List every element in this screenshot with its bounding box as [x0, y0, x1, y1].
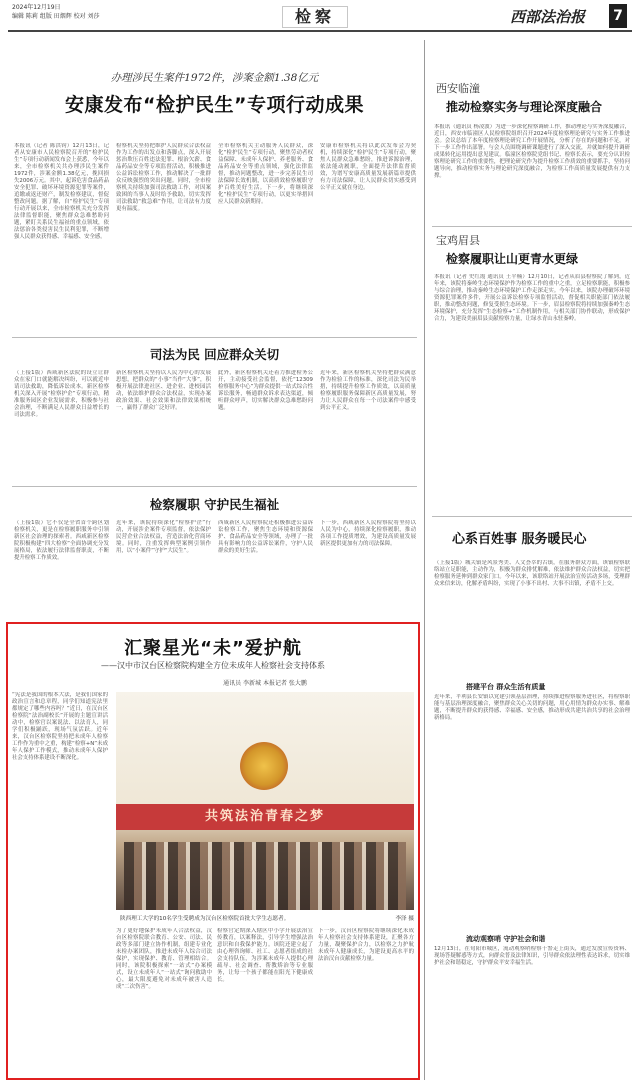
feature-subtitle: ——汉中市汉台区检察院构建全方位未成年人检察社会支持体系 [101, 661, 325, 670]
feature-col2: 为了更好地保护未成年人合法权益，汉台区检察院联合教育、公安、司法、民政等多部门建立协作机制，组建专业化未检办案团队，推进未成年人综合司法保护，实现保护、教育、管理相结合。同时，该院积极探索“一站式”办案模式，设立未成年人“一站式”询问救助中心，最大限度避免对未成年被害人造成“二次伤害”。 [116, 928, 212, 990]
article1-title: 安康发布“检护民生”专项行动成果 [65, 94, 364, 116]
article1-rule [12, 337, 417, 338]
article1-col1: 本报讯（记者 陈洪钧）12月13日，记者从安康市人民检察院召开的“检护民生”专项行动新闻发布会上获悉，今年以来，全市检察机关共办理涉民生案件1972件，涉案金额1.38亿元，挽回损失2006万元。其中，起诉危害食品药品安全犯罪、破坏环境资源犯罪等案件，追缴或返还财产，制发检察建议，督促整改问题。据了解，自“检护民生”专项行动开展以来，全市检察机关充分发挥法律监督职能，聚焦群众急难愁盼问题，紧盯关系民生福祉的重点领域，依法惩治各类侵害民生民利犯罪，不断增强人民群众获得感、幸福感、安全感。 [14, 143, 109, 240]
sidebar3-subhead1: 搭建平台 群众生活有质量 [466, 683, 546, 691]
masthead-rule [8, 30, 632, 32]
photo-banner: 共筑法治青春之梦 [116, 804, 414, 830]
court-emblem-icon [240, 742, 288, 790]
column-divider [424, 40, 425, 1080]
feature-byline: 通讯员 李新城 本报记者 张大鹏 [223, 680, 307, 687]
article2-title: 司法为民 回应群众关切 [149, 347, 280, 362]
article3-col1: （上接1版）它不仅是全省首个跨区划检察机关，更是在检察履职服务中引领新区社会治理的探索者。西咸新区检察院积极构建“四大检察”全面协调充分发展格局，依法履行法律监督职责，不断提升检察工作质效。 [14, 520, 109, 561]
sidebar2-title: 检察履职让山更青水更绿 [446, 252, 579, 266]
sidebar3-title: 心系百姓事 服务暖民心 [452, 532, 587, 547]
feature-photo [116, 692, 414, 910]
sidebar2-rule [432, 516, 632, 517]
article2-rule [12, 486, 417, 487]
sidebar1-title: 推动检察实务与理论深度融合 [446, 100, 603, 114]
sidebar2-text: 本报讯（记者 史红霞 通讯员 王平楠）12月10日，记者从眉县检察院了解到，近年来，该院将秦岭生态环境保护作为检察工作的重中之重，立足检察职能，积极参与综合治理，推动秦岭生态环境保护工作走深走实。今年以来，该院办理破坏环境资源犯罪案件多件，开展公益诉讼检察专项监督活动，督促相关职能部门依法履职，推动整改问题，修复受损生态环境。下一步，眉县检察院将持续加强秦岭生态环境保护，充分发挥“生态检察+”工作机制作用，与相关部门协作联动，形成保护合力，为建设美丽眉县贡献检察力量，让绿水青山永驻秦岭。 [434, 274, 630, 322]
feature-col1: “宪法是我国的根本大法，是我们国家的政治宣言和总章程，同学们知道宪法里都规定了哪些内容吗？”近日，在汉台区检察院“法治副校长”开展的主题宣讲活动中，检察官以案说法、以法育人，同学们积极踊跃，现场气氛活跃。近年来，汉台区检察院坚持把未成年人检察工作作为重中之重，构建“检察+N”未成年人保护工作模式，推动未成年人保护社会支持体系建设不断深化。 [12, 692, 108, 761]
page-number: 7 [609, 4, 627, 28]
article1-col3: 全市检察机关主动服务人民群众，深化“检护民生”专项行动，聚焦劳动者权益保障、未成年人保护、养老服务、食品药品安全等重点领域，强化法律监督，推动问题整改，进一步完善民生司法保障长效机制，以高质效检察履职守护百姓美好生活。下一步，将继续深化“检护民生”专项行动，以更实举措回应人民群众新期待。 [218, 143, 313, 205]
feature-col4: 下一步，汉台区检察院将继续深化未成年人检察社会支持体系建设，汇聚各方力量，凝聚保护合力，以检察之力护航未成年人健康成长，为建设更高水平的法治汉台贡献检察力量。 [318, 928, 414, 962]
sidebar2-kicker: 宝鸡眉县 [436, 234, 480, 247]
feature-title: 汇聚星光“未”爱护航 [124, 638, 302, 659]
feature-col3: 检察官定期深入辖区中小学开展法治宣传教育，以案释法，引导学生增强法治意识和自我保护能力。该院还建立起了由心理咨询师、社工、志愿者组成的社会支持队伍，为涉案未成年人提供心理疏导、社会调查、帮教矫治等专业服务，让每一个孩子都能在阳光下健康成长。 [217, 928, 313, 983]
header-editors: 编辑 陈莉 组版 田烟辉 校对 刘莎 [12, 13, 100, 20]
sidebar1-kicker: 西安临潼 [436, 82, 480, 95]
article2-col1: （上接1版）西咸新区法院的设立让群众在家门口就能解决纠纷，可以就近申请司法救助，降低诉讼成本。新区检察机关深入开展“检察护企”专项行动，精准服务园区企业发展需求，积极参与社会治理，不断满足人民群众日益增长的司法需求。 [14, 370, 109, 418]
sidebar3-text3: 12月13日，在旬阳市城区，流动观察哨检察干警走上街头，通过发放宣传资料、现场答疑解惑等方式，向群众普及法律知识，引导群众依法理性表达诉求，切实维护社会和谐稳定，守护群众平安幸福生活。 [434, 946, 630, 966]
article3-title: 检察履职 守护民生福祉 [149, 497, 280, 512]
photo-caption: 陕西理工大学的10名学生受聘成为汉台区检察院首批大学生志愿者。 [120, 916, 290, 922]
paper-logo: 西部法治报 [510, 8, 586, 26]
photo-credit: 李泽 摄 [395, 916, 414, 922]
sidebar3-subhead2: 流动观察哨 守护社会和谐 [466, 935, 546, 943]
article1-kicker: 办理涉民生案件1972件，涉案金额1.38亿元 [110, 72, 319, 84]
article3-col2: 近年来，该院持续深化“检察护企”行动，开展涉企案件专项监督，依法保护民营企业合法权益，营造法治化营商环境。同时，注重发挥典型案例引领作用，以“小案件”守护“大民生”。 [116, 520, 211, 554]
article1-col4: 安康市检察机关将以此次发布会为契机，持续深化“检护民生”专项行动，聚焦人民群众急难愁盼，推进诉源治理，依法能动履职，全面提升法律监督质效，为谱写安康高质量发展新篇章提供有力司法保障，让人民群众切实感受到公平正义就在身边。 [320, 143, 416, 191]
sidebar3-text: （上接1版）城关镇是风景秀美、人文荟萃的古镇，在服务群众方面，该镇检察联络站立足职能，主动作为，积极为群众排忧解难，依法维护群众合法权益，切实把检察服务延伸到群众家门口。今年以来，该联络站开展法治宣传活动多场，受理群众来信来访，化解矛盾纠纷，实现了小事不出村、大事不出镇，矛盾不上交。 [434, 560, 630, 587]
sidebar3-text2: 近年来，平利县长安镇以党建引领基层治理，持续推进检察服务进社区，将检察职能与基层治理深度融合，聚焦群众关心关切的问题，用心用情为群众办实事、解难题，不断提升群众的获得感、幸福感、安全感，推动形成共建共治共享的社会治理新格局。 [434, 694, 630, 721]
article3-col3: 西咸新区人民检察院还积极推进公益诉讼检察工作，聚焦生态环境和资源保护、食品药品安全等领域，办理了一批具有影响力的公益诉讼案件，守护人民群众的美好生活。 [218, 520, 313, 554]
article3-col4: 下一步，西咸新区人民检察院将坚持以人民为中心，持续深化检察履职，推动各项工作提质增效，为建设高质量发展新区提供更加有力的司法保障。 [320, 520, 416, 547]
article2-col3: 此外，新区检察机关还着力推进检务公开，主动接受社会监督，依托“12309检察服务中心”为群众提供一站式综合性诉讼服务，畅通群众诉求表达渠道，倾听群众呼声，切实解决群众急难愁盼问题。 [218, 370, 313, 411]
section-label: 检察 [282, 6, 348, 28]
article2-col2: 新区检察机关坚持以人民为中心的发展思想，把群众的“小事”当作“大事”，积极开展法律进社区、进企业、进校园活动，依法维护群众合法权益，实现办案政治效果、社会效果和法律效果相统一，赢得了群众广泛好评。 [116, 370, 211, 411]
article2-col4: 近年来，新区检察机关坚持把群众满意作为检验工作的标准，深化司法为民举措，持续提升检察工作质效，以高质量检察履职服务保障新区高质量发展，努力让人民群众在每一个司法案件中感受到公平正义。 [320, 370, 416, 411]
sidebar1-rule [432, 226, 632, 227]
header-date: 2024年12月19日 [12, 4, 61, 11]
article1-col2: 检察机关坚持把维护人民群众合法权益作为工作的出发点和落脚点，深入开展惩治欺压百姓违法犯罪、根治欠薪、食品药品安全等专项监督活动，积极推进公益诉讼检察工作，推动解决了一批群众反映强烈的突出问题。同时，全市检察机关持续加强司法救助工作，对因案致困的当事人及时给予救助，切实发挥司法救助“救急难”作用，让司法有力度更有温度。 [116, 143, 211, 212]
sidebar1-text: 本报讯（通讯员 杨凌波）为进一步深化检察调研工作，推动理论与实务深度融合，近日，西安市临潼区人民检察院组织召开2024年度检察理论研究与实务工作推进会。会议总结了本年度检察理论研究工作开展情况，分析了存在的问题和不足，对下一步工作作出部署。与会人员围绕调研课题进行了深入交流，并就如何提升调研成果转化运用提出意见建议。临潼区检察院党组书记、检察长表示，要充分认识检察理论研究工作的重要性，把理论研究作为提升检察工作质效的重要抓手，坚持问题导向，推动检察实务与理论研究深度融合，为检察工作高质量发展提供有力支撑。 [434, 124, 630, 179]
group-of-people [124, 842, 406, 910]
